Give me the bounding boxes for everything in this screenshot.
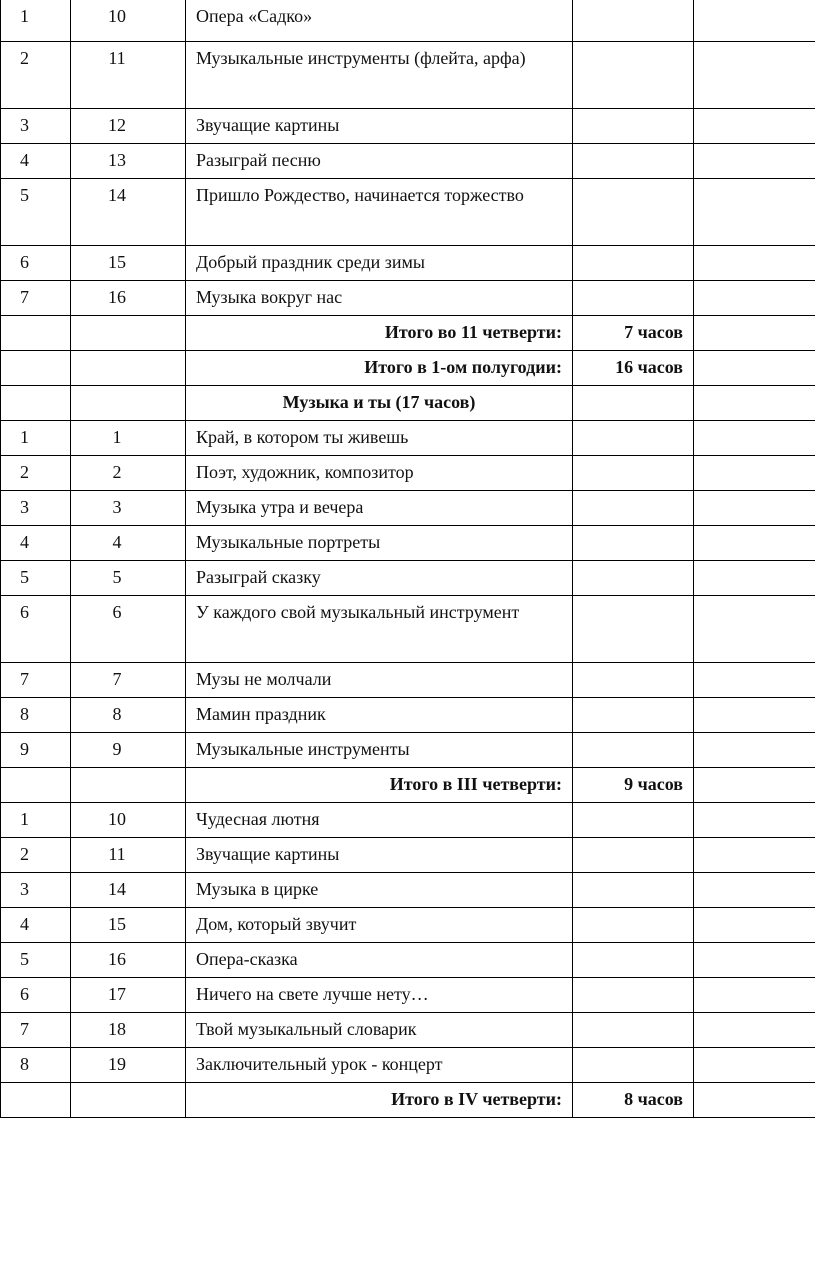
lesson-number: 16 [71, 942, 186, 977]
date-cell-planned [573, 0, 694, 41]
table-row [1, 1047, 815, 1082]
total-empty-cell [1, 1082, 71, 1117]
lesson-number: 9 [71, 732, 186, 767]
total-empty-cell [71, 767, 186, 802]
lesson-number: 1 [71, 420, 186, 455]
table-row [1, 143, 815, 178]
date-cell-planned [573, 697, 694, 732]
table-row [1, 525, 815, 560]
table-row [1, 560, 815, 595]
row-number: 2 [1, 455, 71, 490]
date-cell-actual [694, 662, 815, 697]
date-cell-planned [573, 907, 694, 942]
date-cell-actual [694, 802, 815, 837]
total-empty-cell [1, 350, 71, 385]
total-empty-cell [71, 1082, 186, 1117]
row-number: 6 [1, 977, 71, 1012]
date-cell-planned [573, 802, 694, 837]
lesson-number: 14 [71, 872, 186, 907]
lesson-title: Заключительный урок - концерт [186, 1047, 573, 1082]
table-row [1, 280, 815, 315]
row-number: 4 [1, 907, 71, 942]
lesson-title: Музыка вокруг нас [186, 280, 573, 315]
date-cell-actual [694, 1047, 815, 1082]
row-number: 1 [1, 802, 71, 837]
table-row [1, 697, 815, 732]
date-cell-planned [573, 143, 694, 178]
table-row [1, 108, 815, 143]
date-cell-planned [573, 455, 694, 490]
lesson-number: 13 [71, 143, 186, 178]
lesson-number: 17 [71, 977, 186, 1012]
lesson-title: Твой музыкальный словарик [186, 1012, 573, 1047]
table-row [1, 0, 815, 41]
table-row [1, 662, 815, 697]
lesson-number: 10 [71, 0, 186, 41]
total-row [1, 767, 815, 802]
date-cell-planned [573, 942, 694, 977]
row-number: 8 [1, 697, 71, 732]
date-cell-planned [573, 662, 694, 697]
date-cell-planned [573, 560, 694, 595]
table-row [1, 942, 815, 977]
date-cell-actual [694, 280, 815, 315]
lesson-number: 16 [71, 280, 186, 315]
lesson-title: Звучащие картины [186, 108, 573, 143]
lesson-title: У каждого свой музыкальный инструмент [186, 595, 573, 662]
row-number: 5 [1, 560, 71, 595]
lesson-number: 15 [71, 907, 186, 942]
total-hours: 8 часов [573, 1082, 694, 1117]
table-row [1, 41, 815, 108]
date-cell-actual [694, 977, 815, 1012]
total-empty-cell [71, 350, 186, 385]
date-cell-planned [573, 837, 694, 872]
row-number: 4 [1, 143, 71, 178]
lesson-number: 11 [71, 41, 186, 108]
total-label: Итого во 11 четверти: [186, 315, 573, 350]
row-number: 8 [1, 1047, 71, 1082]
lesson-title: Мамин праздник [186, 697, 573, 732]
table-row [1, 420, 815, 455]
date-cell-planned [573, 1047, 694, 1082]
date-cell-planned [573, 108, 694, 143]
section-empty-cell [1, 385, 71, 420]
lesson-title: Музыка утра и вечера [186, 490, 573, 525]
lesson-title: Звучащие картины [186, 837, 573, 872]
section-empty-cell [71, 385, 186, 420]
total-hours: 7 часов [573, 315, 694, 350]
table-row [1, 732, 815, 767]
date-cell-actual [694, 490, 815, 525]
row-number: 3 [1, 490, 71, 525]
lesson-title: Дом, который звучит [186, 907, 573, 942]
table-row [1, 837, 815, 872]
section-empty-cell [573, 385, 694, 420]
date-cell-actual [694, 697, 815, 732]
lesson-title: Музыкальные инструменты (флейта, арфа) [186, 41, 573, 108]
date-cell-actual [694, 872, 815, 907]
date-cell-actual [694, 420, 815, 455]
table-row [1, 455, 815, 490]
row-number: 1 [1, 0, 71, 41]
total-hours: 9 часов [573, 767, 694, 802]
date-cell-planned [573, 732, 694, 767]
row-number: 3 [1, 872, 71, 907]
total-label: Итого в IV четверти: [186, 1082, 573, 1117]
table-row [1, 872, 815, 907]
section-header-row [1, 385, 815, 420]
row-number: 7 [1, 280, 71, 315]
lesson-title: Музыкальные портреты [186, 525, 573, 560]
date-cell-planned [573, 1012, 694, 1047]
date-cell-planned [573, 977, 694, 1012]
lesson-title: Край, в котором ты живешь [186, 420, 573, 455]
row-number: 5 [1, 178, 71, 245]
date-cell-actual [694, 245, 815, 280]
row-number: 6 [1, 245, 71, 280]
lesson-title: Добрый праздник среди зимы [186, 245, 573, 280]
row-number: 7 [1, 662, 71, 697]
lesson-number: 18 [71, 1012, 186, 1047]
lesson-title: Музыка в цирке [186, 872, 573, 907]
table-row [1, 1012, 815, 1047]
lesson-number: 7 [71, 662, 186, 697]
total-empty-cell [694, 350, 815, 385]
row-number: 1 [1, 420, 71, 455]
lesson-title: Опера «Садко» [186, 0, 573, 41]
lesson-title: Музы не молчали [186, 662, 573, 697]
section-empty-cell [694, 385, 815, 420]
date-cell-planned [573, 41, 694, 108]
lesson-number: 15 [71, 245, 186, 280]
lesson-number: 8 [71, 697, 186, 732]
total-empty-cell [1, 315, 71, 350]
date-cell-planned [573, 245, 694, 280]
lesson-title: Музыкальные инструменты [186, 732, 573, 767]
date-cell-actual [694, 837, 815, 872]
lesson-title: Пришло Рождество, начинается торжество [186, 178, 573, 245]
table-row [1, 802, 815, 837]
row-number: 2 [1, 837, 71, 872]
date-cell-actual [694, 525, 815, 560]
lesson-number: 19 [71, 1047, 186, 1082]
date-cell-actual [694, 108, 815, 143]
date-cell-actual [694, 143, 815, 178]
section-title: Музыка и ты (17 часов) [186, 385, 573, 420]
lesson-title: Разыграй песню [186, 143, 573, 178]
total-label: Итого в 1-ом полугодии: [186, 350, 573, 385]
row-number: 5 [1, 942, 71, 977]
date-cell-actual [694, 907, 815, 942]
row-number: 2 [1, 41, 71, 108]
total-row [1, 350, 815, 385]
date-cell-planned [573, 525, 694, 560]
date-cell-actual [694, 942, 815, 977]
date-cell-actual [694, 732, 815, 767]
lesson-title: Чудесная лютня [186, 802, 573, 837]
date-cell-planned [573, 595, 694, 662]
date-cell-actual [694, 455, 815, 490]
total-empty-cell [694, 1082, 815, 1117]
total-row [1, 1082, 815, 1117]
row-number: 7 [1, 1012, 71, 1047]
row-number: 6 [1, 595, 71, 662]
total-empty-cell [71, 315, 186, 350]
total-empty-cell [694, 767, 815, 802]
row-number: 9 [1, 732, 71, 767]
table-row [1, 907, 815, 942]
lesson-number: 5 [71, 560, 186, 595]
date-cell-planned [573, 280, 694, 315]
lesson-number: 10 [71, 802, 186, 837]
date-cell-planned [573, 872, 694, 907]
table-row [1, 595, 815, 662]
lesson-number: 14 [71, 178, 186, 245]
lesson-title: Опера-сказка [186, 942, 573, 977]
date-cell-planned [573, 420, 694, 455]
date-cell-actual [694, 41, 815, 108]
date-cell-planned [573, 490, 694, 525]
table-row [1, 178, 815, 245]
lesson-number: 4 [71, 525, 186, 560]
date-cell-actual [694, 0, 815, 41]
total-row [1, 315, 815, 350]
row-number: 3 [1, 108, 71, 143]
total-hours: 16 часов [573, 350, 694, 385]
table-row [1, 245, 815, 280]
date-cell-actual [694, 595, 815, 662]
total-empty-cell [1, 767, 71, 802]
table-row [1, 490, 815, 525]
lesson-number: 2 [71, 455, 186, 490]
lesson-plan-body [1, 0, 815, 1117]
total-label: Итого в III четверти: [186, 767, 573, 802]
lesson-number: 3 [71, 490, 186, 525]
lesson-number: 12 [71, 108, 186, 143]
lesson-title: Поэт, художник, композитор [186, 455, 573, 490]
lesson-title: Ничего на свете лучше нету… [186, 977, 573, 1012]
total-empty-cell [694, 315, 815, 350]
table-row [1, 977, 815, 1012]
row-number: 4 [1, 525, 71, 560]
date-cell-planned [573, 178, 694, 245]
date-cell-actual [694, 1012, 815, 1047]
date-cell-actual [694, 178, 815, 245]
lesson-title: Разыграй сказку [186, 560, 573, 595]
lesson-number: 6 [71, 595, 186, 662]
lesson-number: 11 [71, 837, 186, 872]
date-cell-actual [694, 560, 815, 595]
